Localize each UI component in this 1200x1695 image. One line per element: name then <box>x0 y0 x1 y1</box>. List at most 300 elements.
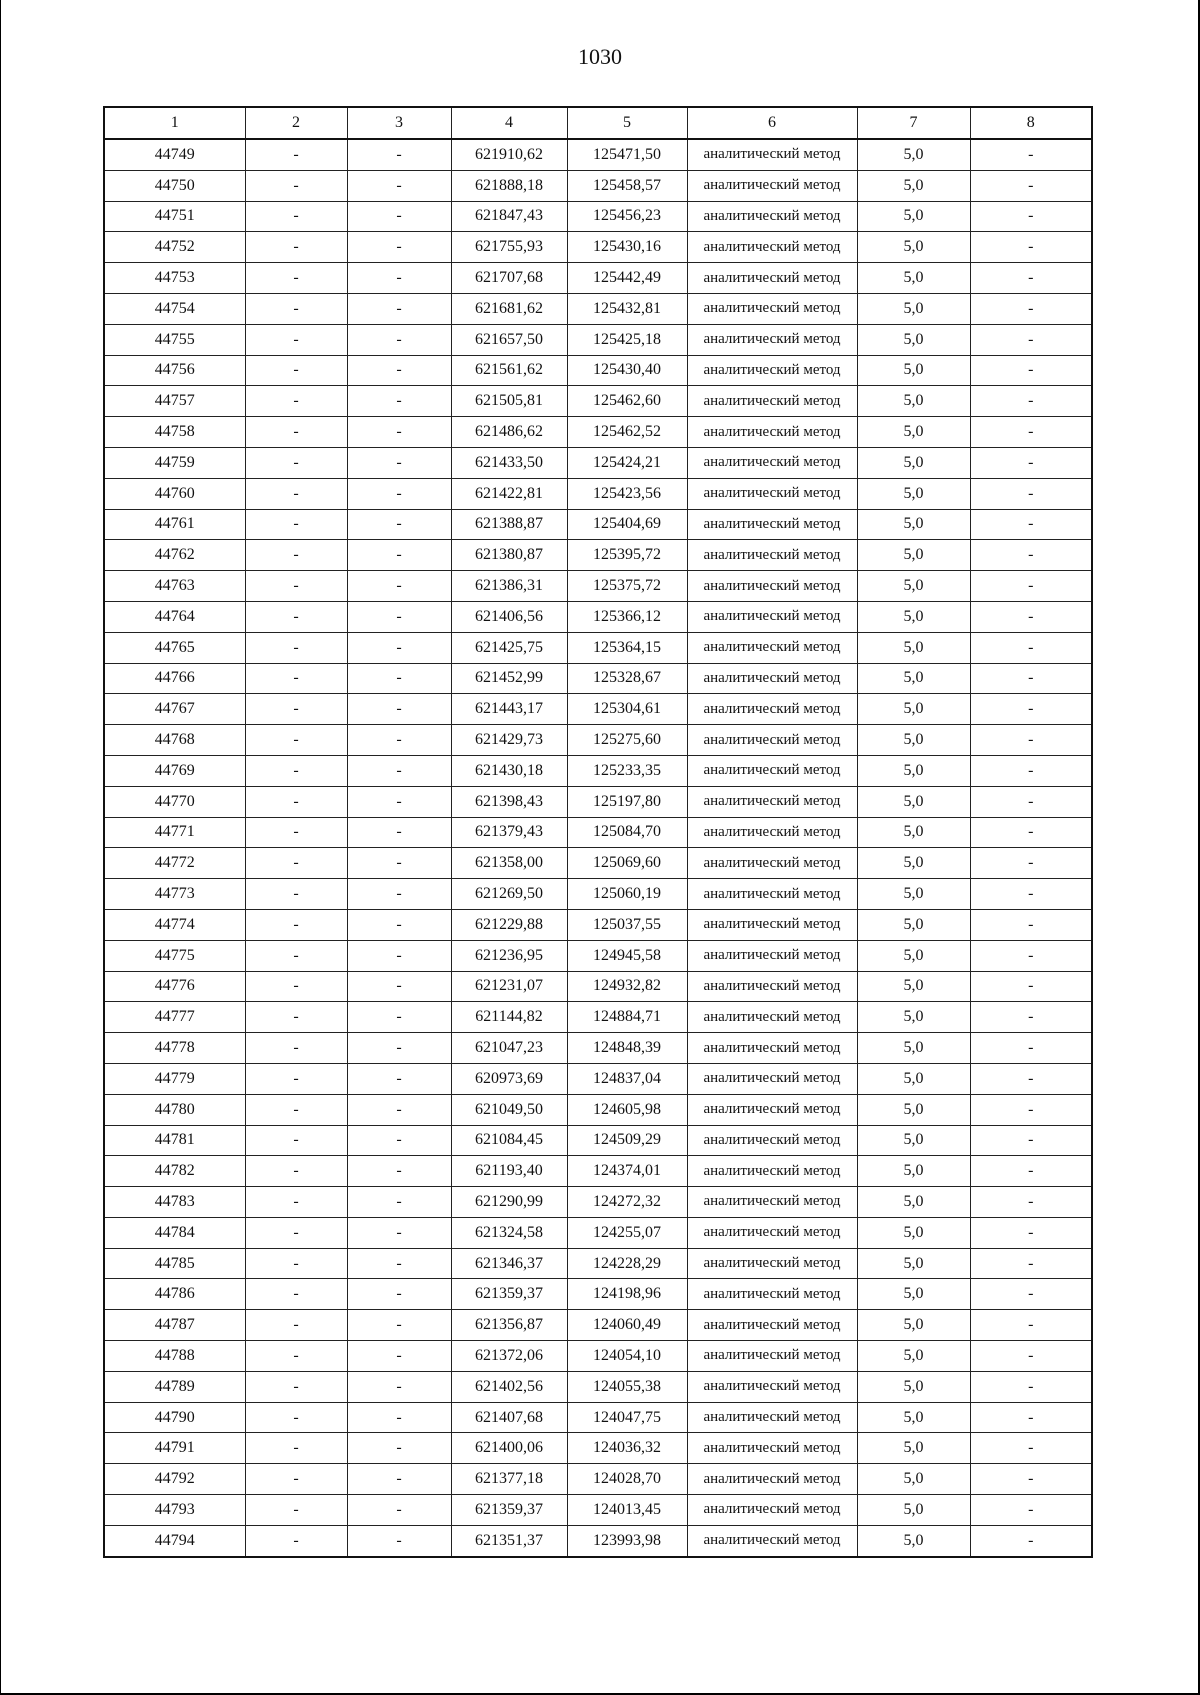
col8-cell: - <box>970 694 1092 725</box>
col3-cell: - <box>347 139 451 170</box>
col8-cell: - <box>970 1248 1092 1279</box>
point-number-cell: 44757 <box>104 386 245 417</box>
point-number-cell: 44777 <box>104 1002 245 1033</box>
col2-cell: - <box>245 601 347 632</box>
col8-cell: - <box>970 447 1092 478</box>
col8-cell: - <box>970 632 1092 663</box>
method-cell: аналитический метод <box>687 1525 857 1556</box>
method-cell: аналитический метод <box>687 632 857 663</box>
col3-cell: - <box>347 1063 451 1094</box>
table-row <box>104 139 1092 170</box>
point-number-cell: 44793 <box>104 1495 245 1526</box>
accuracy-cell: 5,0 <box>857 1433 970 1464</box>
y-coordinate-cell: 125462,52 <box>567 417 687 448</box>
col2-cell: - <box>245 1495 347 1526</box>
x-coordinate-cell: 621358,00 <box>451 848 567 879</box>
point-number-cell: 44789 <box>104 1371 245 1402</box>
x-coordinate-cell: 621084,45 <box>451 1125 567 1156</box>
col3-cell: - <box>347 386 451 417</box>
point-number-cell: 44772 <box>104 848 245 879</box>
accuracy-cell: 5,0 <box>857 1063 970 1094</box>
y-coordinate-cell: 125432,81 <box>567 293 687 324</box>
x-coordinate-cell: 621231,07 <box>451 971 567 1002</box>
y-coordinate-cell: 124848,39 <box>567 1033 687 1064</box>
y-coordinate-cell: 125069,60 <box>567 848 687 879</box>
x-coordinate-cell: 621657,50 <box>451 324 567 355</box>
accuracy-cell: 5,0 <box>857 1002 970 1033</box>
method-cell: аналитический метод <box>687 540 857 571</box>
col8-cell: - <box>970 386 1092 417</box>
y-coordinate-cell: 124884,71 <box>567 1002 687 1033</box>
method-cell: аналитический метод <box>687 1033 857 1064</box>
point-number-cell: 44769 <box>104 755 245 786</box>
method-cell: аналитический метод <box>687 478 857 509</box>
point-number-cell: 44783 <box>104 1187 245 1218</box>
y-coordinate-cell: 125424,21 <box>567 447 687 478</box>
x-coordinate-cell: 621888,18 <box>451 170 567 201</box>
y-coordinate-cell: 125084,70 <box>567 817 687 848</box>
col2-cell: - <box>245 1371 347 1402</box>
col2-cell: - <box>245 139 347 170</box>
point-number-cell: 44774 <box>104 909 245 940</box>
table-row <box>104 509 1092 540</box>
col2-cell: - <box>245 571 347 602</box>
col8-cell: - <box>970 786 1092 817</box>
col8-cell: - <box>970 971 1092 1002</box>
x-coordinate-cell: 621193,40 <box>451 1156 567 1187</box>
col8-cell: - <box>970 1341 1092 1372</box>
col3-cell: - <box>347 509 451 540</box>
table-row <box>104 1525 1092 1556</box>
accuracy-cell: 5,0 <box>857 201 970 232</box>
col2-cell: - <box>245 1248 347 1279</box>
col2-cell: - <box>245 971 347 1002</box>
x-coordinate-cell: 621910,62 <box>451 139 567 170</box>
accuracy-cell: 5,0 <box>857 1217 970 1248</box>
col3-cell: - <box>347 1033 451 1064</box>
y-coordinate-cell: 124255,07 <box>567 1217 687 1248</box>
accuracy-cell: 5,0 <box>857 909 970 940</box>
col8-cell: - <box>970 1402 1092 1433</box>
y-coordinate-cell: 124272,32 <box>567 1187 687 1218</box>
column-header: 2 <box>245 107 347 139</box>
method-cell: аналитический метод <box>687 386 857 417</box>
accuracy-cell: 5,0 <box>857 632 970 663</box>
point-number-cell: 44751 <box>104 201 245 232</box>
point-number-cell: 44786 <box>104 1279 245 1310</box>
col3-cell: - <box>347 1002 451 1033</box>
point-number-cell: 44764 <box>104 601 245 632</box>
method-cell: аналитический метод <box>687 725 857 756</box>
method-cell: аналитический метод <box>687 201 857 232</box>
method-cell: аналитический метод <box>687 1156 857 1187</box>
col3-cell: - <box>347 293 451 324</box>
accuracy-cell: 5,0 <box>857 571 970 602</box>
accuracy-cell: 5,0 <box>857 817 970 848</box>
col2-cell: - <box>245 509 347 540</box>
point-number-cell: 44790 <box>104 1402 245 1433</box>
x-coordinate-cell: 621398,43 <box>451 786 567 817</box>
col3-cell: - <box>347 632 451 663</box>
method-cell: аналитический метод <box>687 139 857 170</box>
x-coordinate-cell: 621443,17 <box>451 694 567 725</box>
y-coordinate-cell: 124047,75 <box>567 1402 687 1433</box>
col2-cell: - <box>245 1156 347 1187</box>
y-coordinate-cell: 125462,60 <box>567 386 687 417</box>
table-row <box>104 971 1092 1002</box>
y-coordinate-cell: 125430,16 <box>567 232 687 263</box>
table-row <box>104 417 1092 448</box>
x-coordinate-cell: 621351,37 <box>451 1525 567 1556</box>
col3-cell: - <box>347 725 451 756</box>
table-row <box>104 879 1092 910</box>
col2-cell: - <box>245 293 347 324</box>
y-coordinate-cell: 125458,57 <box>567 170 687 201</box>
col8-cell: - <box>970 232 1092 263</box>
y-coordinate-cell: 125304,61 <box>567 694 687 725</box>
y-coordinate-cell: 123993,98 <box>567 1525 687 1556</box>
method-cell: аналитический метод <box>687 971 857 1002</box>
col2-cell: - <box>245 170 347 201</box>
point-number-cell: 44784 <box>104 1217 245 1248</box>
method-cell: аналитический метод <box>687 1217 857 1248</box>
accuracy-cell: 5,0 <box>857 1464 970 1495</box>
table-row <box>104 663 1092 694</box>
table-row <box>104 848 1092 879</box>
table-row <box>104 1495 1092 1526</box>
col8-cell: - <box>970 1187 1092 1218</box>
table-row <box>104 386 1092 417</box>
y-coordinate-cell: 124036,32 <box>567 1433 687 1464</box>
column-header: 5 <box>567 107 687 139</box>
table-row <box>104 1125 1092 1156</box>
y-coordinate-cell: 124509,29 <box>567 1125 687 1156</box>
accuracy-cell: 5,0 <box>857 1094 970 1125</box>
col8-cell: - <box>970 478 1092 509</box>
col2-cell: - <box>245 447 347 478</box>
y-coordinate-cell: 125197,80 <box>567 786 687 817</box>
col3-cell: - <box>347 663 451 694</box>
method-cell: аналитический метод <box>687 1125 857 1156</box>
col3-cell: - <box>347 1187 451 1218</box>
x-coordinate-cell: 621422,81 <box>451 478 567 509</box>
col3-cell: - <box>347 601 451 632</box>
accuracy-cell: 5,0 <box>857 940 970 971</box>
method-cell: аналитический метод <box>687 1433 857 1464</box>
method-cell: аналитический метод <box>687 786 857 817</box>
y-coordinate-cell: 125364,15 <box>567 632 687 663</box>
method-cell: аналитический метод <box>687 1094 857 1125</box>
method-cell: аналитический метод <box>687 293 857 324</box>
y-coordinate-cell: 124932,82 <box>567 971 687 1002</box>
col2-cell: - <box>245 1402 347 1433</box>
col2-cell: - <box>245 694 347 725</box>
x-coordinate-cell: 621429,73 <box>451 725 567 756</box>
method-cell: аналитический метод <box>687 601 857 632</box>
y-coordinate-cell: 124060,49 <box>567 1310 687 1341</box>
point-number-cell: 44760 <box>104 478 245 509</box>
col2-cell: - <box>245 786 347 817</box>
col2-cell: - <box>245 263 347 294</box>
point-number-cell: 44779 <box>104 1063 245 1094</box>
x-coordinate-cell: 621425,75 <box>451 632 567 663</box>
col3-cell: - <box>347 540 451 571</box>
point-number-cell: 44749 <box>104 139 245 170</box>
x-coordinate-cell: 621290,99 <box>451 1187 567 1218</box>
col8-cell: - <box>970 601 1092 632</box>
column-header: 1 <box>104 107 245 139</box>
method-cell: аналитический метод <box>687 1341 857 1372</box>
method-cell: аналитический метод <box>687 232 857 263</box>
y-coordinate-cell: 124054,10 <box>567 1341 687 1372</box>
col8-cell: - <box>970 571 1092 602</box>
table-row <box>104 1341 1092 1372</box>
coordinates-table <box>103 106 1093 1558</box>
table-row <box>104 1402 1092 1433</box>
col3-cell: - <box>347 694 451 725</box>
x-coordinate-cell: 621047,23 <box>451 1033 567 1064</box>
point-number-cell: 44770 <box>104 786 245 817</box>
accuracy-cell: 5,0 <box>857 1125 970 1156</box>
point-number-cell: 44767 <box>104 694 245 725</box>
col3-cell: - <box>347 817 451 848</box>
method-cell: аналитический метод <box>687 417 857 448</box>
y-coordinate-cell: 124605,98 <box>567 1094 687 1125</box>
table-row <box>104 817 1092 848</box>
accuracy-cell: 5,0 <box>857 1371 970 1402</box>
accuracy-cell: 5,0 <box>857 1495 970 1526</box>
col3-cell: - <box>347 1217 451 1248</box>
col3-cell: - <box>347 940 451 971</box>
col2-cell: - <box>245 386 347 417</box>
table-row <box>104 1371 1092 1402</box>
y-coordinate-cell: 125233,35 <box>567 755 687 786</box>
y-coordinate-cell: 124013,45 <box>567 1495 687 1526</box>
col2-cell: - <box>245 1279 347 1310</box>
point-number-cell: 44788 <box>104 1341 245 1372</box>
x-coordinate-cell: 621356,87 <box>451 1310 567 1341</box>
col3-cell: - <box>347 170 451 201</box>
accuracy-cell: 5,0 <box>857 170 970 201</box>
col2-cell: - <box>245 817 347 848</box>
method-cell: аналитический метод <box>687 355 857 386</box>
accuracy-cell: 5,0 <box>857 971 970 1002</box>
x-coordinate-cell: 621486,62 <box>451 417 567 448</box>
x-coordinate-cell: 621707,68 <box>451 263 567 294</box>
x-coordinate-cell: 621346,37 <box>451 1248 567 1279</box>
accuracy-cell: 5,0 <box>857 879 970 910</box>
col3-cell: - <box>347 417 451 448</box>
table-row <box>104 232 1092 263</box>
table-row <box>104 940 1092 971</box>
method-cell: аналитический метод <box>687 509 857 540</box>
x-coordinate-cell: 621847,43 <box>451 201 567 232</box>
col2-cell: - <box>245 1063 347 1094</box>
y-coordinate-cell: 125456,23 <box>567 201 687 232</box>
col3-cell: - <box>347 1341 451 1372</box>
col3-cell: - <box>347 355 451 386</box>
y-coordinate-cell: 125442,49 <box>567 263 687 294</box>
y-coordinate-cell: 125375,72 <box>567 571 687 602</box>
y-coordinate-cell: 125395,72 <box>567 540 687 571</box>
method-cell: аналитический метод <box>687 848 857 879</box>
col3-cell: - <box>347 786 451 817</box>
x-coordinate-cell: 621433,50 <box>451 447 567 478</box>
accuracy-cell: 5,0 <box>857 1310 970 1341</box>
accuracy-cell: 5,0 <box>857 324 970 355</box>
col2-cell: - <box>245 1464 347 1495</box>
accuracy-cell: 5,0 <box>857 1279 970 1310</box>
col8-cell: - <box>970 509 1092 540</box>
col8-cell: - <box>970 263 1092 294</box>
col8-cell: - <box>970 1125 1092 1156</box>
x-coordinate-cell: 620973,69 <box>451 1063 567 1094</box>
col8-cell: - <box>970 879 1092 910</box>
table-row <box>104 1033 1092 1064</box>
table-body <box>104 139 1092 1557</box>
col3-cell: - <box>347 263 451 294</box>
accuracy-cell: 5,0 <box>857 509 970 540</box>
col3-cell: - <box>347 848 451 879</box>
method-cell: аналитический метод <box>687 1495 857 1526</box>
col2-cell: - <box>245 663 347 694</box>
col8-cell: - <box>970 324 1092 355</box>
method-cell: аналитический метод <box>687 1187 857 1218</box>
table-row <box>104 1094 1092 1125</box>
col3-cell: - <box>347 478 451 509</box>
point-number-cell: 44765 <box>104 632 245 663</box>
y-coordinate-cell: 125037,55 <box>567 909 687 940</box>
method-cell: аналитический метод <box>687 755 857 786</box>
point-number-cell: 44771 <box>104 817 245 848</box>
col3-cell: - <box>347 1525 451 1556</box>
x-coordinate-cell: 621372,06 <box>451 1341 567 1372</box>
column-header: 7 <box>857 107 970 139</box>
col8-cell: - <box>970 1464 1092 1495</box>
col3-cell: - <box>347 909 451 940</box>
col2-cell: - <box>245 1433 347 1464</box>
col8-cell: - <box>970 909 1092 940</box>
y-coordinate-cell: 124028,70 <box>567 1464 687 1495</box>
accuracy-cell: 5,0 <box>857 355 970 386</box>
col2-cell: - <box>245 1094 347 1125</box>
x-coordinate-cell: 621407,68 <box>451 1402 567 1433</box>
x-coordinate-cell: 621269,50 <box>451 879 567 910</box>
col8-cell: - <box>970 1217 1092 1248</box>
method-cell: аналитический метод <box>687 1310 857 1341</box>
col3-cell: - <box>347 232 451 263</box>
method-cell: аналитический метод <box>687 1063 857 1094</box>
accuracy-cell: 5,0 <box>857 293 970 324</box>
point-number-cell: 44766 <box>104 663 245 694</box>
accuracy-cell: 5,0 <box>857 540 970 571</box>
point-number-cell: 44768 <box>104 725 245 756</box>
col3-cell: - <box>347 1310 451 1341</box>
y-coordinate-cell: 125423,56 <box>567 478 687 509</box>
point-number-cell: 44781 <box>104 1125 245 1156</box>
col2-cell: - <box>245 1002 347 1033</box>
col8-cell: - <box>970 725 1092 756</box>
method-cell: аналитический метод <box>687 170 857 201</box>
point-number-cell: 44782 <box>104 1156 245 1187</box>
point-number-cell: 44759 <box>104 447 245 478</box>
col8-cell: - <box>970 1033 1092 1064</box>
col8-cell: - <box>970 1310 1092 1341</box>
col2-cell: - <box>245 1033 347 1064</box>
col3-cell: - <box>347 1464 451 1495</box>
col8-cell: - <box>970 1279 1092 1310</box>
col2-cell: - <box>245 324 347 355</box>
col2-cell: - <box>245 1187 347 1218</box>
col3-cell: - <box>347 1125 451 1156</box>
col3-cell: - <box>347 1402 451 1433</box>
point-number-cell: 44785 <box>104 1248 245 1279</box>
accuracy-cell: 5,0 <box>857 725 970 756</box>
col3-cell: - <box>347 755 451 786</box>
point-number-cell: 44758 <box>104 417 245 448</box>
method-cell: аналитический метод <box>687 909 857 940</box>
point-number-cell: 44776 <box>104 971 245 1002</box>
col3-cell: - <box>347 1495 451 1526</box>
point-number-cell: 44754 <box>104 293 245 324</box>
point-number-cell: 44775 <box>104 940 245 971</box>
point-number-cell: 44773 <box>104 879 245 910</box>
col8-cell: - <box>970 540 1092 571</box>
accuracy-cell: 5,0 <box>857 663 970 694</box>
col8-cell: - <box>970 1525 1092 1556</box>
y-coordinate-cell: 125060,19 <box>567 879 687 910</box>
col3-cell: - <box>347 879 451 910</box>
table-row <box>104 263 1092 294</box>
col3-cell: - <box>347 1156 451 1187</box>
column-header: 8 <box>970 107 1092 139</box>
accuracy-cell: 5,0 <box>857 1187 970 1218</box>
col3-cell: - <box>347 1279 451 1310</box>
table-row <box>104 725 1092 756</box>
table-row <box>104 571 1092 602</box>
col8-cell: - <box>970 355 1092 386</box>
x-coordinate-cell: 621359,37 <box>451 1279 567 1310</box>
y-coordinate-cell: 124228,29 <box>567 1248 687 1279</box>
accuracy-cell: 5,0 <box>857 1341 970 1372</box>
y-coordinate-cell: 125471,50 <box>567 139 687 170</box>
col3-cell: - <box>347 571 451 602</box>
table-row <box>104 786 1092 817</box>
table-row <box>104 1433 1092 1464</box>
table-row <box>104 1217 1092 1248</box>
col8-cell: - <box>970 1156 1092 1187</box>
col8-cell: - <box>970 1094 1092 1125</box>
method-cell: аналитический метод <box>687 1464 857 1495</box>
point-number-cell: 44794 <box>104 1525 245 1556</box>
point-number-cell: 44791 <box>104 1433 245 1464</box>
table-row <box>104 324 1092 355</box>
y-coordinate-cell: 125425,18 <box>567 324 687 355</box>
method-cell: аналитический метод <box>687 1279 857 1310</box>
col8-cell: - <box>970 1002 1092 1033</box>
accuracy-cell: 5,0 <box>857 478 970 509</box>
method-cell: аналитический метод <box>687 817 857 848</box>
col2-cell: - <box>245 1310 347 1341</box>
accuracy-cell: 5,0 <box>857 601 970 632</box>
x-coordinate-cell: 621386,31 <box>451 571 567 602</box>
accuracy-cell: 5,0 <box>857 1248 970 1279</box>
table-row <box>104 1248 1092 1279</box>
method-cell: аналитический метод <box>687 940 857 971</box>
accuracy-cell: 5,0 <box>857 386 970 417</box>
y-coordinate-cell: 124055,38 <box>567 1371 687 1402</box>
method-cell: аналитический метод <box>687 447 857 478</box>
